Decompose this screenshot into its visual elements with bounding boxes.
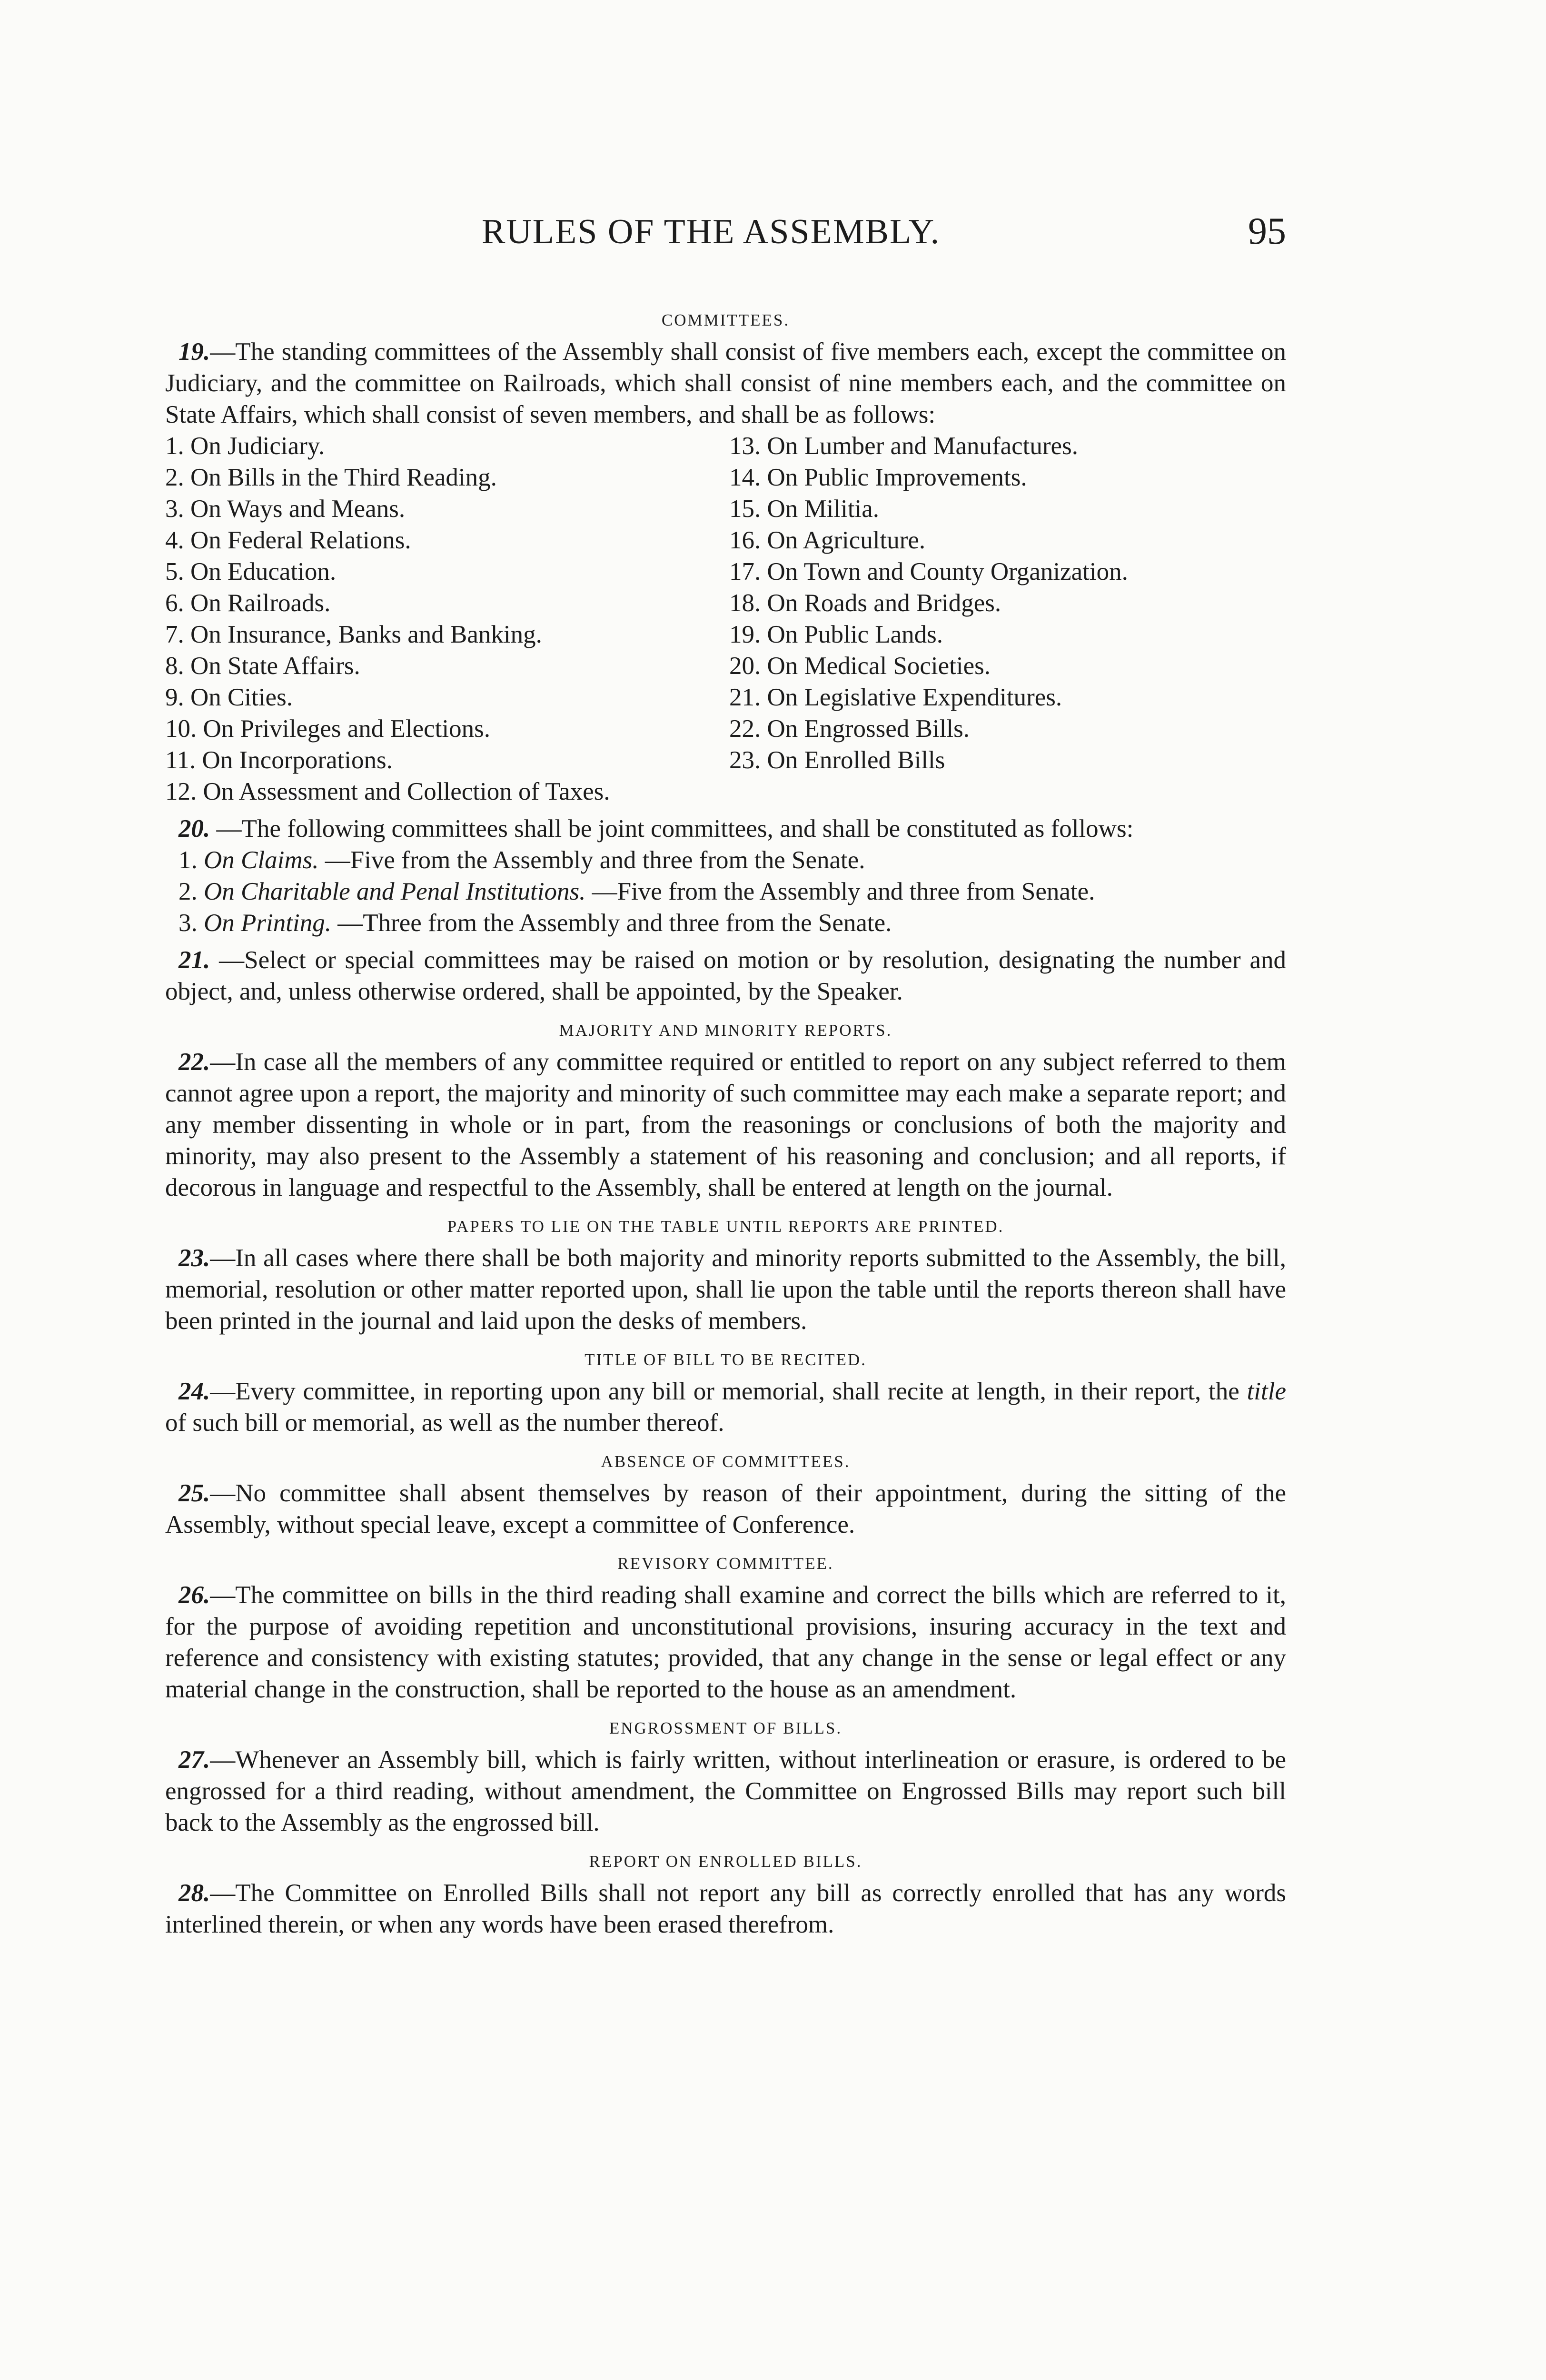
list-item: 5. On Education. <box>165 558 337 585</box>
rule-number: 20. <box>178 815 210 843</box>
list-item: 11. On Incorporations. <box>165 746 393 774</box>
running-head <box>165 212 1286 255</box>
list-item: 6. On Railroads. <box>165 589 331 617</box>
list-item: 15. On Militia. <box>729 495 880 523</box>
committee-list <box>165 430 1286 776</box>
rule-number: 25. <box>178 1479 210 1507</box>
section-heading-majority: MAJORITY AND MINORITY REPORTS. <box>559 1021 892 1040</box>
rule-text: —Whenever an Assembly bill, which is fairly written, without interlineation or erasure, is ordered to be engrossed for a third reading, without amendment, the Committee on Engrossed Bills may report such bill back to the Assembly as the engrossed bill. <box>165 1746 1286 1836</box>
list-item: 10. On Privileges and Elections. <box>165 715 490 743</box>
rule-27 <box>165 1744 1286 1838</box>
item-name: On Claims. <box>204 846 319 874</box>
list-item: 2. On Bills in the Third Reading. <box>165 464 497 491</box>
list-item: 8. On State Affairs. <box>165 652 360 680</box>
page-number: 95 <box>1248 210 1286 252</box>
list-item: 22. On Engrossed Bills. <box>729 715 970 743</box>
list-item: 17. On Town and County Organization. <box>729 558 1128 585</box>
rule-22 <box>165 1046 1286 1203</box>
list-item: 14. On Public Improvements. <box>729 464 1027 491</box>
rule-text: —In case all the members of any committee required or entitled to report on any subject referred to them cannot agree upon a report, the majority and minority of such committee may each make a separate report; and any member dissenting in whole or in part, from the reasonings or conclusions of both the majority and minority, may also present to the Assembly a statement of his reasoning and conclusion; and all reports, if decorous in language and respectful to the Assembly, shall be entered at length on the journal. <box>165 1048 1286 1201</box>
rules-body <box>165 305 1286 1948</box>
rule-19 <box>165 336 1286 430</box>
item-number: 1. <box>178 846 198 874</box>
section-heading-title: TITLE OF BILL TO BE RECITED. <box>585 1350 867 1369</box>
section-heading-enrolled: REPORT ON ENROLLED BILLS. <box>589 1852 862 1871</box>
list-item: 3. On Ways and Means. <box>165 495 406 523</box>
rule-20 <box>165 813 1286 844</box>
item-number: 3. <box>178 909 198 937</box>
rule-text: —The Committee on Enrolled Bills shall not report any bill as correctly enrolled that has any words interlined therein, or when any words have been erased therefrom. <box>165 1879 1286 1938</box>
list-item: 16. On Agriculture. <box>729 526 926 554</box>
rule-28 <box>165 1877 1286 1940</box>
joint-committee-list <box>165 844 1286 939</box>
list-item: 23. On Enrolled Bills <box>729 746 945 774</box>
list-item: 12. On Assessment and Collection of Taxes. <box>165 778 610 805</box>
item-name: On Charitable and Penal Institutions. <box>204 878 586 905</box>
list-item: 19. On Public Lands. <box>729 621 943 648</box>
rule-number: 28. <box>178 1879 210 1907</box>
rule-number: 21. <box>178 946 210 974</box>
committee-list-right <box>729 430 1286 776</box>
section-heading-committees: COMMITTEES. <box>661 311 790 329</box>
rule-number: 23. <box>178 1244 210 1272</box>
item-text: —Three from the Assembly and three from the Senate. <box>331 909 892 937</box>
rule-text: —Every committee, in reporting upon any bill or memorial, shall recite at length, in their report, the <box>210 1378 1247 1405</box>
rule-number: 22. <box>178 1048 210 1076</box>
list-item: 13. On Lumber and Manufactures. <box>729 432 1078 460</box>
rule-text: of such bill or memorial, as well as the number thereof. <box>165 1409 724 1437</box>
item-text: —Five from the Assembly and three from Senate. <box>585 878 1095 905</box>
list-item <box>165 844 1286 876</box>
rule-26 <box>165 1579 1286 1705</box>
item-name: On Printing. <box>204 909 331 937</box>
list-item: 20. On Medical Societies. <box>729 652 991 680</box>
section-heading-papers: PAPERS TO LIE ON THE TABLE UNTIL REPORTS ARE PRINTED. <box>447 1217 1004 1236</box>
rule-25 <box>165 1478 1286 1540</box>
rule-text: —The standing committees of the Assembly shall consist of five members each, except the committee on Judiciary, and the committee on Railroads, which shall consist of nine members each, and the committee on State Affairs, which shall consist of seven members, and shall be as follows: <box>165 338 1286 428</box>
rule-text: —Select or special committees may be raised on motion or by resolution, designating the number and object, and, unless otherwise ordered, shall be appointed, by the Speaker. <box>165 946 1286 1005</box>
list-item: 4. On Federal Relations. <box>165 526 411 554</box>
rule-text-emphasis: title <box>1247 1378 1286 1405</box>
rule-number: 26. <box>178 1581 210 1609</box>
list-item <box>165 907 1286 939</box>
list-item: 9. On Cities. <box>165 684 293 711</box>
list-item <box>165 876 1286 907</box>
rule-text: —The committee on bills in the third reading shall examine and correct the bills which are referred to it, for the purpose of avoiding repetition and unconstitutional provisions, insuring accuracy in the text and reference and consistency with existing statutes; provided, that any change in the sense or legal effect or any material change in the construction, shall be reported to the house as an amendment. <box>165 1581 1286 1703</box>
list-item: 18. On Roads and Bridges. <box>729 589 1001 617</box>
item-text: —Five from the Assembly and three from the Senate. <box>318 846 865 874</box>
rule-number: 27. <box>178 1746 210 1774</box>
section-heading-engrossment: ENGROSSMENT OF BILLS. <box>609 1719 842 1737</box>
running-head-title: RULES OF THE ASSEMBLY. <box>482 212 941 251</box>
list-item: 1. On Judiciary. <box>165 432 325 460</box>
rule-text: —No committee shall absent themselves by reason of their appointment, during the sitting of the Assembly, without special leave, except a committee of Conference. <box>165 1479 1286 1538</box>
item-number: 2. <box>178 878 198 905</box>
rule-text: —The following committees shall be joint committees, and shall be constituted as follows: <box>210 815 1134 843</box>
section-heading-revisory: REVISORY COMMITTEE. <box>617 1554 834 1573</box>
rule-number: 19. <box>178 338 210 366</box>
list-item: 21. On Legislative Expenditures. <box>729 684 1062 711</box>
section-heading-absence: ABSENCE OF COMMITTEES. <box>601 1452 851 1471</box>
committee-list-left <box>165 430 722 776</box>
rule-text: —In all cases where there shall be both majority and minority reports submitted to the Assembly, the bill, memorial, resolution or other matter reported upon, shall lie upon the table until the reports thereon shall have been printed in the journal and laid upon the desks of members. <box>165 1244 1286 1335</box>
rule-21 <box>165 944 1286 1007</box>
rule-23 <box>165 1242 1286 1337</box>
list-item: 7. On Insurance, Banks and Banking. <box>165 621 542 648</box>
rule-number: 24. <box>178 1378 210 1405</box>
rule-24 <box>165 1376 1286 1438</box>
